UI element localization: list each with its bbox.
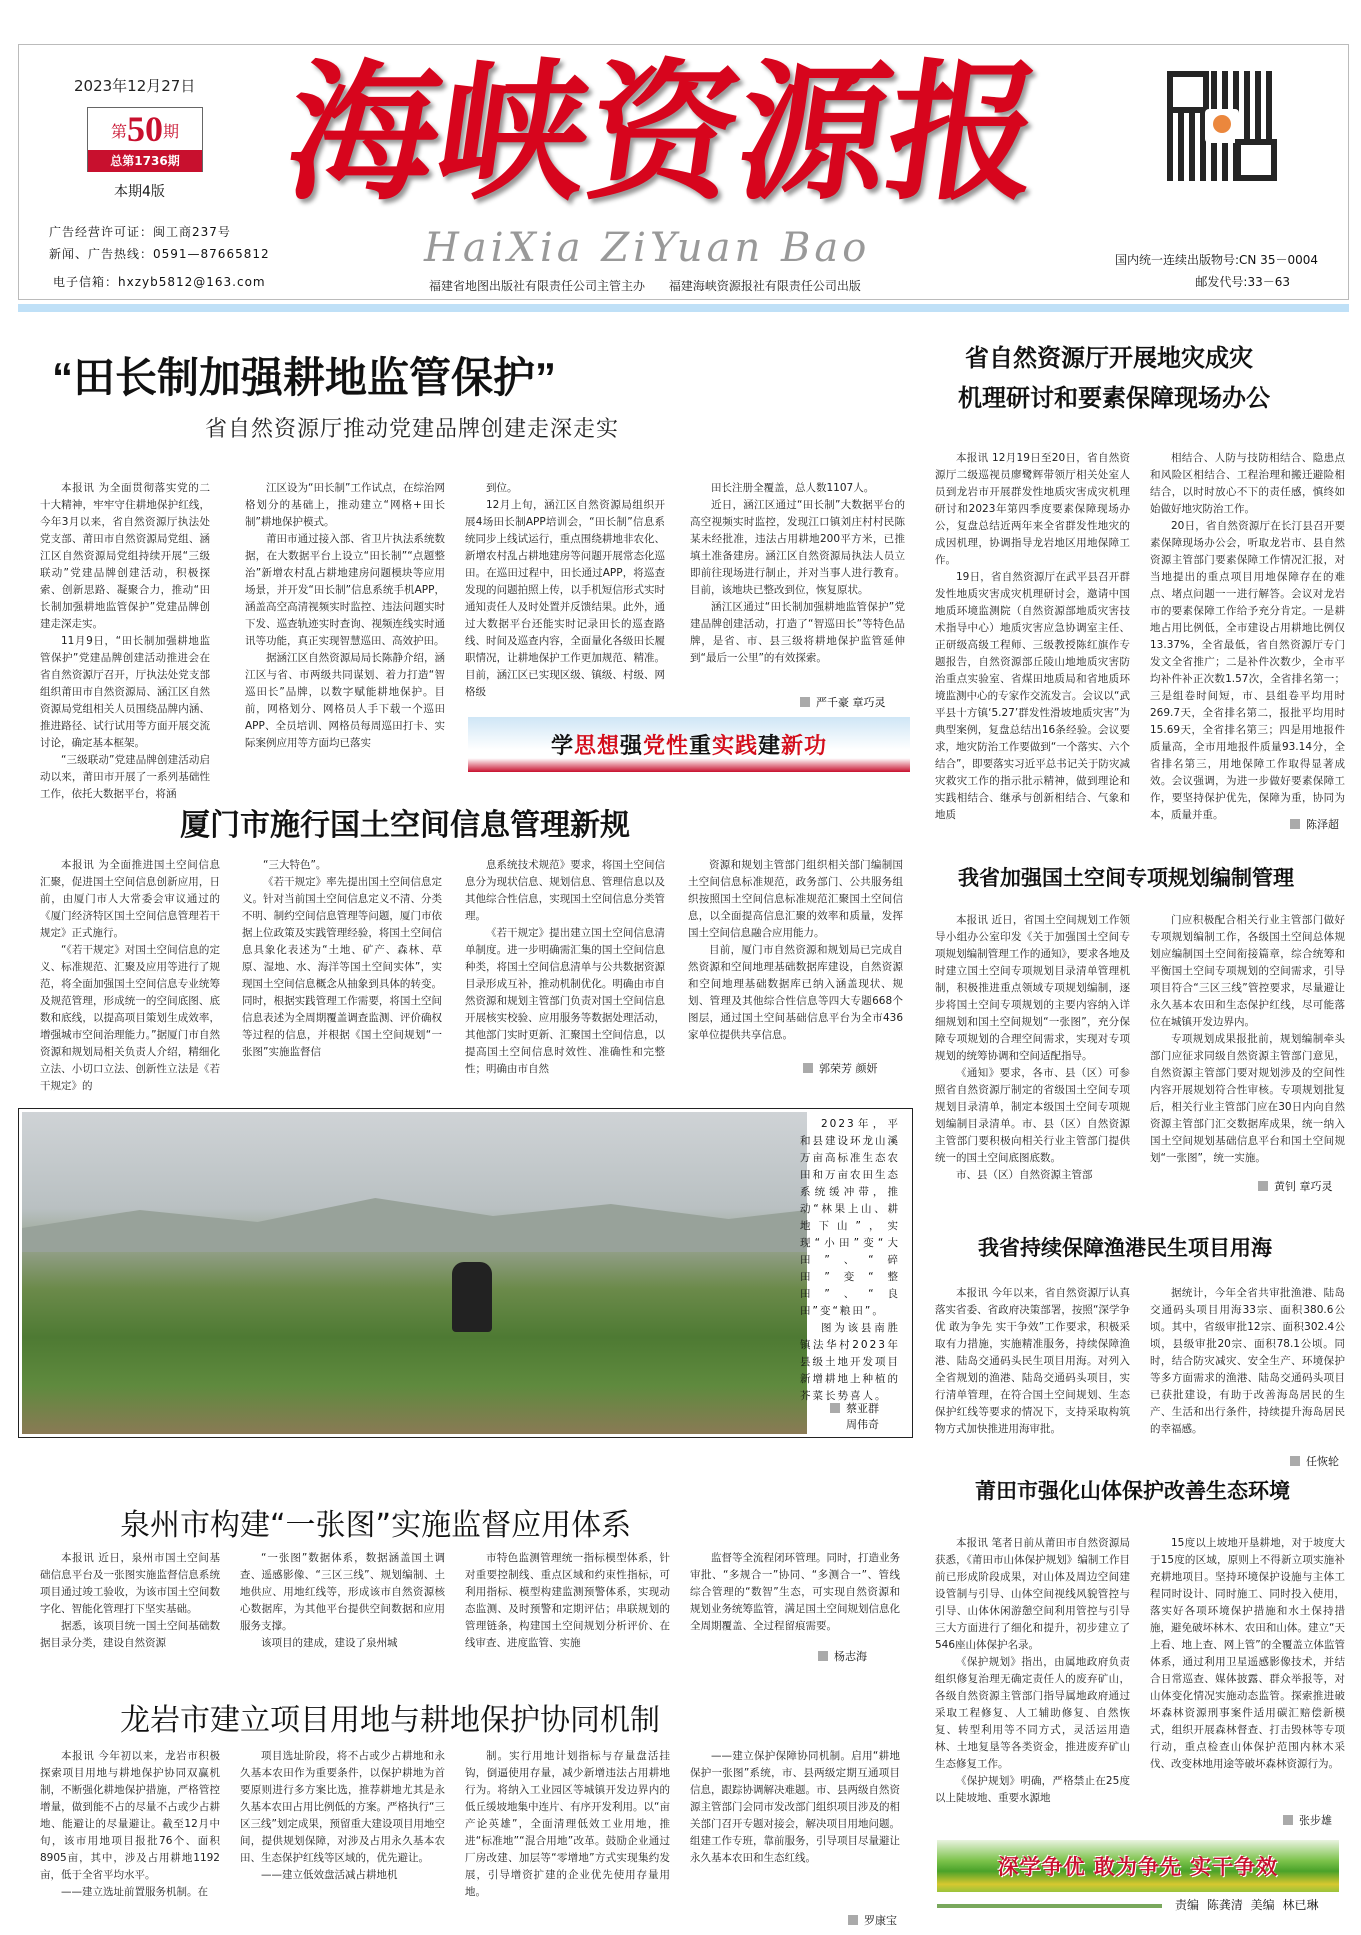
longyan-headline: 龙岩市建立项目用地与耕地保护协同机制 <box>120 1703 660 1738</box>
quanzhou-byline: 杨志海 <box>818 1648 867 1664</box>
xiamen-byline: 郭荣芳 颜妍 <box>803 1060 878 1076</box>
masthead <box>18 44 1349 300</box>
qr-code-icon[interactable] <box>1167 71 1277 181</box>
putian-column: 15度以上坡地开垦耕地，对于坡度大于15度的区域，原则上不得新立项实施补充耕地项目。坚持环境保护设施与主体工程同时设计、同时施工、同时投入使用，落实好各项环境保护措施和水土保持措施，避免破坏林木、农田和山体。建立“天上看、地上查、网上管”的全覆盖立体监管体系，通过利用卫星遥感影像技术，并结合日常巡查、媒体披露、群众举报等，对山体变化情况实施动态监管。探索推进破坏森林资源刑事案件适用碳汇赔偿新模式，组织开展森林督查、打击毁林等专项行动，重点检查山体保护范围内林木采伐、改变林地用途等破坏森林资源行为。 <box>1150 1537 1345 1770</box>
hotline: 新闻、广告热线：0591—87665812 <box>49 247 270 261</box>
quanzhou-headline: 泉州市构建“一张图”实施监督应用体系 <box>120 1508 632 1543</box>
xiamen-column: 本报讯 为全面推进国土空间信息汇聚，促进国土空间信息创新应用，日前，由厦门市人大常委会审议通过的《厦门经济特区国土空间信息管理若干规定》正式施行。 “《若干规定》对国土空间信息的定义、标准规范、汇聚及应用等进行了规范，将全面加强国土空间信息专业统筹及规范管理，形成统一的空间底图、底数和底线，以提高项目策划生成效率，增强城市空间治理能力。”据厦门市自然资源和规划局相关负责人介绍，精细化立法、小切口立法、创新性立法是《若干规定》的 <box>40 859 220 1092</box>
slogan-banner: 学 思想 强 党性 重 实践 建 新功 <box>468 717 910 772</box>
disaster-headline-line2: 机理研讨和要素保障现场办公 <box>958 383 1270 412</box>
issue-number-box <box>87 107 203 172</box>
photo-frame <box>18 1108 913 1438</box>
logo-char: 海 <box>276 45 452 221</box>
putian-byline: 张步雄 <box>1283 1812 1332 1828</box>
lead-byline: 严千豪 章巧灵 <box>800 694 886 710</box>
newspaper-logo <box>276 45 1052 221</box>
logo-char: 报 <box>876 45 1052 221</box>
longyan-column: 项目选址阶段，将不占或少占耕地和永久基本农田作为重要条件，以保护耕地为首要原则进行多方案比选，推荐耕地尤其是永久基本农田占用比例低的方案。严格执行“三区三线”划定成果，预留重大建设项目用地空间，提供规划保障，对涉及占用永久基本农田、生态保护红线等区域的，优先避让。 ——建立低效盘活减占耕地机 <box>240 1750 445 1881</box>
disaster-column: 相结合、人防与技防相结合、隐患点和风险区相结合、工程治理和搬迁避险相结合，以时时放心不下的责任感，慎终如始做好地灾防治工作。 20日，省自然资源厅在长汀县召开要素保障现场办公会，听取龙岩市、县自然资源主管部门要素保障工作情况汇报，对当地提出的重点项目用地保障存在的难点、堵点问题一一进行解答。会议对龙岩市的要素保障工作给予充分肯定。一是耕地占用比例低，全市建设占用耕地比例仅13.37%，全省最低，省自然资源厅专门发文全省推广；二是补件次数少，全市平均补件补正次数1.57次，全省排名第一；三是组卷时间短，市、县组卷平均用时269.7天，全省排名第二，报批平均用时15.69天，全省排名第三；四是用地报件质量高，全市用地报件质量93.14分，全省排名第三，用地保障工作取得显著成效。会议强调，为进一步做好要素保障工作，要坚持保护优先，保障为重，协同为本，质量并重。 <box>1150 452 1345 821</box>
xiamen-headline: 厦门市施行国土空间信息管理新规 <box>180 808 630 843</box>
longyan-column: 本报讯 今年初以来，龙岩市积极探索项目用地与耕地保护协同双赢机制，不断强化耕地保护措施，严格管控增量，做到能不占的尽量不占或少占耕地、能避让的尽量避让。截至12月中旬，该市用地项目报批76个、面积8905亩，其中，涉及占用耕地1192亩，低于全省平均水平。 ——建立选址前置服务机制。在 <box>40 1750 220 1898</box>
photo-credit: 周伟奇 <box>846 1418 879 1431</box>
planning-byline: 黄钊 章巧灵 <box>1258 1178 1333 1194</box>
edition-count: 本期4版 <box>114 184 165 200</box>
photo-credit: 蔡亚群 <box>830 1400 879 1416</box>
postal-code: 邮发代号:33－63 <box>1195 275 1290 289</box>
divider <box>937 1904 1162 1908</box>
putian-headline: 莆田市强化山体保护改善生态环境 <box>975 1478 1290 1503</box>
lead-headline: “田长制加强耕地监管保护” <box>52 354 557 401</box>
issue-number: 第50期 <box>110 109 180 149</box>
logo-char: 峡 <box>426 45 602 221</box>
divider <box>18 304 1349 312</box>
email: 电子信箱：hxzyb5812@163.com <box>53 275 266 289</box>
lead-column: 田长注册全覆盖，总人数1107人。 近日，涵江区通过“田长制”大数据平台的高空视频实时监控，发现江口镇刘庄村村民陈某未经批准，违法占用耕地200平方米，已推填土准备建房。涵江区自然资源局执法人员立即前往现场进行制止，并对当事人进行教育。目前，该地块已整改到位，恢复原状。 涵江区通过“田长制加强耕地监管保护”党建品牌创建活动，打造了“智巡田长”等特色品牌，是省、市、县三级将耕地保护监管延伸到“最后一公里”的有效探索。 <box>690 482 905 664</box>
quanzhou-column: 监督等全流程闭环管理。同时，打造业务审批、“多规合一”协同、“多测合一”、管线综合管理的“数智”生态，可实现自然资源和规划业务统筹监管，满足国土空间规划信息化全周期覆盖、全过程留痕需要。 <box>690 1552 900 1632</box>
quanzhou-column: 本报讯 近日，泉州市国土空间基础信息平台及一张图实施监督信息系统项目通过竣工验收，为该市国土空间数字化、智能化管理打下坚实基础。 据悉，该项目统一国土空间基础数据目录分类，建设自然资源 <box>40 1552 220 1649</box>
quanzhou-column: “一张图”数据体系，数据涵盖国土调查、遥感影像、“三区三线”、规划编制、土地供应、用地红线等，形成该市自然资源核心数据库，为其他平台提供空间数据和应用服务支撑。 该项目的建成，建设了泉州城 <box>240 1552 445 1649</box>
fishery-byline: 任恢轮 <box>1290 1453 1339 1469</box>
lead-column: 江区设为“田长制”工作试点，在综治网格划分的基础上，推动建立“网格+田长制”耕地保护模式。 莆田市通过接入部、省卫片执法系统数据，在大数据平台上设立“田长制”“点题整治”新增农村乱占耕地建房问题模块等应用场景，并开发“田长制”信息系统手机APP，涵盖高空高清视频实时监控、违法问题实时下发、巡查轨迹实时查询、视频连线实时通讯等功能，真正实现智慧巡田、高效护田。 据涵江区自然资源局局长陈静介绍，涵江区与省、市两级共同谋划、着力打造“智巡田长”品牌，以数字赋能耕地保护。目前，网格划分、网格员人手下载一个巡田APP、全员培训、网格员每周巡田打卡、实际案例应用等方面均已落实 <box>245 482 445 749</box>
slogan-banner-bottom: 深学争优 敢为争先 实干争效 <box>937 1840 1339 1892</box>
lead-column: 本报讯 为全面贯彻落实党的二十大精神，牢牢守住耕地保护红线，今年3月以来，省自然资源厅执法处党支部、莆田市自然资源局党组、涵江区自然资源局党组持续开展“三级联动”党建品牌创建活动，积极探索、创新思路、凝聚合力，推动“田长制加强耕地监管保护”党建品牌创建走深走实。 11月9日，“田长制加强耕地监管保护”党建品牌创建活动推进会在省自然资源厅召开，厅执法处党支部组织莆田市自然资源局、涵江区自然资源局党组相关人员围绕品牌内涵、推进路径、试行试用等方面开展交流讨论，确定基本框架。 “三级联动”党建品牌创建活动启动以来，莆田市开展了一系列基础性工作，依托大数据平台，将涵 <box>40 482 210 800</box>
lead-subheadline: 省自然资源厅推动党建品牌创建走深走实 <box>205 417 620 442</box>
longyan-column: ——建立保护保障协同机制。启用“耕地保护一张图”系统，市、县两级定期互通项目信息，跟踪协调解决难题。市、县两级自然资源主管部门会同市发改部门组织项目涉及的相关部门召开专题对接会，解决项目用地问题。组建工作专班，靠前服务，引导项目尽量避让永久基本农田和生态红线。 <box>690 1750 900 1864</box>
farm-photo <box>22 1112 807 1434</box>
putian-column: 本报讯 笔者日前从莆田市自然资源局获悉，《莆田市山体保护规划》编制工作目前已形成阶段成果，对山体及周边空间建设管制与引导、山体空间视线风貌管控与引导、山体休闲游憩空间利用管控与引导三大方面进行了细化和提升，初步建立了546座山体保护名录。 《保护规划》指出，由属地政府负责组织修复治理无确定责任人的废弃矿山，各级自然资源主管部门指导属地政府通过采取工程修复、人工辅助修复、自然恢复、转型利用等不同方式，灵活运用造林、土地复垦等各类资金，推进废弃矿山生态修复工作。 《保护规划》明确，严格禁止在25度以上陡坡地、重要水源地 <box>935 1537 1130 1804</box>
fishery-column: 据统计，今年全省共审批渔港、陆岛交通码头项目用海33宗、面积380.6公顷。其中，省级审批12宗、面积302.4公顷，县级审批20宗、面积78.1公顷。同时，结合防灾减灾、安全生产、环境保护等多方面需求的渔港、陆岛交通码头项目已获批建设，有助于改善海岛居民的生产、生活和出行条件，持续提升海岛居民的幸福感。 <box>1150 1287 1345 1435</box>
logo-char: 资 <box>576 45 752 221</box>
sponsor-line: 福建省地图出版社有限责任公司主管主办 福建海峡资源报社有限责任公司出版 <box>429 279 861 293</box>
quanzhou-column: 市特色监测管理统一指标模型体系，针对重要控制线、重点区域和约束性指标，可利用指标、模型构建监测预警体系，实现动态监测、及时预警和定期评估；串联规划的管理链条，构建国土空间规划分析评价、在线审查、进度监管、实施 <box>465 1552 670 1649</box>
xiamen-column: “三大特色”。 《若干规定》率先提出国土空间信息定义。针对当前国土空间信息定义不清、分类不明、制约空间信息管理等问题，厦门市依据上位政策及实践管理经验，将国土空间信息具象化表述为“土地、矿产、森林、草原、湿地、水、海洋等国土空间实体”，实现国土空间信息概念从抽象到具体的转变。同时，根据实践管理工作需要，将国土空间信息表述为全周期覆盖调查监测、评价确权等过程的信息，并根据《国土空间规划“一张图”实施监督信 <box>242 859 442 1058</box>
planning-column: 本报讯 近日，省国土空间规划工作领导小组办公室印发《关于加强国土空间专项规划编制管理工作的通知》，要求各地及时建立国土空间专项规划目录清单管理机制，积极推进重点领域专项规划编制，逐步将国土空间专项规划的主要内容纳入详细规划和国土空间规划“一张图”，充分保障专项规划的合理空间需求，实现对专项规划的统筹协调和空间适配指导。 《通知》要求，各市、县（区）可参照省自然资源厅制定的省级国土空间专项规划目录清单，制定本级国土空间专项规划编制目录清单。市、县（区）自然资源主管部门要积极向相关行业主管部门提供统一的国土空间底图底数。 市、县（区）自然资源主管部 <box>935 914 1130 1181</box>
logo-english: HaiXia ZiYuan Bao <box>424 225 871 271</box>
logo-char: 源 <box>726 45 902 221</box>
longyan-column: 制。实行用地计划指标与存量盘活挂钩，倒逼使用存量，减少新增违法占用耕地行为。将纳入工业园区等城镇开发边界内的低丘缓坡地集中连片、有序开发利用。以“亩产论英雄”，全面清理低效工业用地，推进“标准地”“混合用地”改革。鼓励企业通过厂房改建、加层等“零增地”方式实现集约发展，引导增资扩建的企业优先使用存量用地。 <box>465 1750 670 1898</box>
xiamen-column: 息系统技术规范》要求，将国土空间信息分为现状信息、规划信息、管理信息以及其他综合性信息，实现国土空间信息分类管理。 《若干规定》提出建立国土空间信息清单制度。进一步明确需汇集的国土空间信息种类，将国土空间信息清单与公共数据资源目录形成互补，推动机制优化。明确由市自然资源和规划主管部门负责对国土空间信息开展核实校验、应用服务等数据处理活动，其他部门实时更新、汇聚国土空间信息，以提高国土空间信息时效性、准确性和完整性；明确由市自然 <box>465 859 665 1075</box>
photo-caption: 2023年，平和县建设环龙山溪万亩高标准生态农田和万亩农田生态系统缓冲带，推动“林果上山、耕地下山”，实现“小田”变“大田”、“碎田”变“整田”、“良田”变“粮田”。 图为该县南胜镇法华村2023年县级土地开发项目新增耕地上种植的芥菜长势喜人。 <box>800 1118 900 1402</box>
fishery-headline: 我省持续保障渔港民生项目用海 <box>978 1235 1272 1260</box>
planning-column: 门应积极配合相关行业主管部门做好专项规划编制工作，各级国土空间总体规划应编制国土空间衔接篇章，综合统筹和平衡国土空间专项规划的空间需求，引导项目符合“三区三线”管控要求，尽量避让永久基本农田和生态保护红线，尽可能落位在城镇开发边界内。 专项规划成果报批前，规划编制牵头部门应征求同级自然资源主管部门意见，自然资源主管部门要对规划涉及的空间性内容开展规划符合性审核。专项规划批复后，相关行业主管部门应在30日内向自然资源主管部门汇交数据库成果，统一纳入国土空间规划基础信息平台和国土空间规划“一张图”，统一实施。 <box>1150 914 1345 1164</box>
disaster-column: 本报讯 12月19日至20日，省自然资源厅二级巡视员廖鹭辉带领厅相关处室人员到龙岩市开展群发性地质灾害成灾机理研讨和2023年第四季度要素保障现场办公，复盘总结近两年来全省群发性地灾的成因机理，协调指导龙岩地区用地保障工作。 19日，省自然资源厅在武平县召开群发性地质灾害成灾机理研讨会，邀请中国地质环境监测院（自然资源部地质灾害技术指导中心）地质灾害应急协调室主任、正研级高级工程师、三级教授陈红旗作专题报告，自然资源部丘陵山地地质灾害防治重点实验室、省煤田地质局和省地质环境监测中心的专家作交流发言。会议以“武平县十方镇‘5.27’群发性滑坡地质灾害”为典型案例，复盘总结出16条经验。会议要求，地灾防治工作要做到“一个落实、六个结合”，即要落实习近平总书记关于防灾减灾救灾工作的指示批示精神，做到理论和实践相结合、继承与创新相结合、气象和地质 <box>935 452 1130 821</box>
issue-date: 2023年12月27日 <box>74 77 196 95</box>
longyan-byline: 罗康宝 <box>848 1912 897 1928</box>
total-issue: 总第1736期 <box>88 150 202 172</box>
editors-credit: 责编 陈龚清 美编 林已琳 <box>1175 1898 1319 1912</box>
ad-license: 广告经营许可证：闽工商237号 <box>49 225 231 239</box>
planning-headline: 我省加强国土空间专项规划编制管理 <box>958 865 1294 890</box>
disaster-byline: 陈泽超 <box>1290 816 1339 832</box>
xiamen-column: 资源和规划主管部门组织相关部门编制国土空间信息标准规范，政务部门、公共服务组织按照国土空间信息标准规范汇聚国土空间信息，以全面提高信息汇聚的效率和质量，发挥国土空间信息融合应用能力。 目前，厦门市自然资源和规划局已完成自然资源和空间地理基础数据库建设，自然资源和空间地理基础数据库已纳入涵盖现状、规划、管理及其他综合性信息等四大专题668个图层，通过国土空间基础信息平台为全市436家单位提供共享信息。 <box>688 859 903 1041</box>
lead-column: 到位。 12月上旬，涵江区自然资源局组织开展4场田长制APP培训会，“田长制”信息系统同步上线试运行，重点围绕耕地非农化、新增农村乱占耕地建房等问题开展常态化巡田。在巡田过程中，田长通过APP，将巡查发现的问题拍照上传，以手机短信形式实时通知责任人及时处置并反馈结果。此外，通过大数据平台还能实时记录田长的巡查路线、时间及巡查内容，全面量化各级田长履职情况，让耕地保护工作更加规范、精准。目前，涵江区已实现区级、镇级、村级、网格级 <box>465 482 665 698</box>
fishery-column: 本报讯 今年以来，省自然资源厅认真落实省委、省政府决策部署，按照“深学争优 敢为争先 实干争效”工作要求，积极采取有力措施，实施精准服务，持续保障渔港、陆岛交通码头民生项目用海。对列入全省规划的渔港、陆岛交通码头项目，实行清单管理，在符合国土空间规划、生态保护红线等要求的情况下，支持采取构筑物方式加快推进用海审批。 <box>935 1287 1130 1435</box>
cn-number: 国内统一连续出版物号:CN 35－0004 <box>1114 253 1318 267</box>
disaster-headline-line1: 省自然资源厅开展地灾成灾 <box>965 343 1253 372</box>
